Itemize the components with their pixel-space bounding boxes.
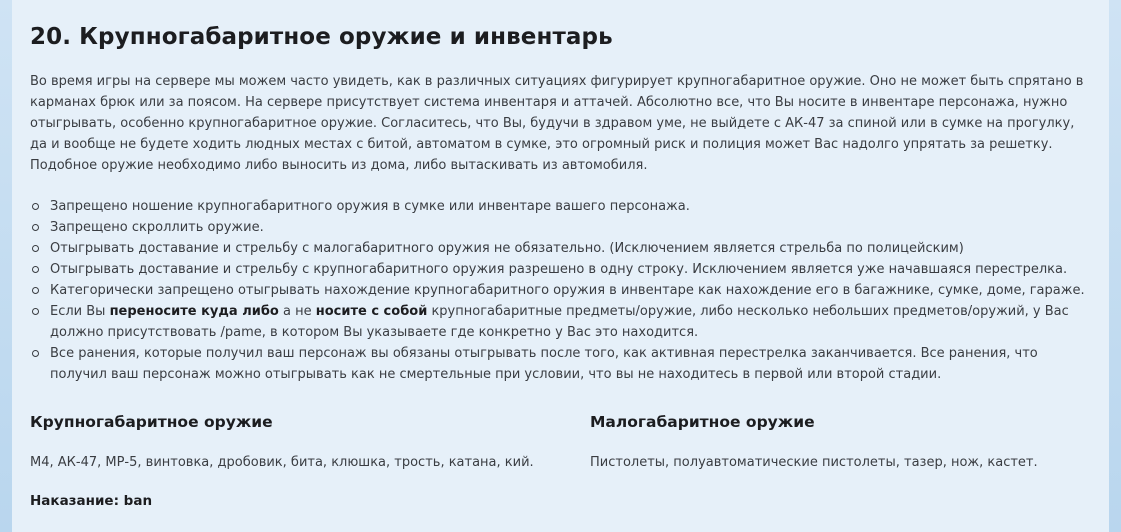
- large-weapons-heading: Крупногабаритное оружие: [30, 413, 273, 431]
- punishment-label: Наказание: ban: [30, 493, 153, 509]
- rule-text: Отыгрывать доставание и стрельбу с малогабаритного оружия не обязательно. (Исключением является стрельба по полицейским): [50, 241, 964, 256]
- bullet-icon: [32, 308, 39, 315]
- section-title: 20. Крупногабаритное оружие и инвентарь: [30, 24, 613, 50]
- bullet-icon: [32, 350, 39, 357]
- bullet-icon: [32, 245, 39, 252]
- list-item: [30, 301, 1090, 343]
- rule-text-part: Если Вы: [50, 304, 110, 319]
- rule-emphasis: переносите куда либо: [109, 304, 279, 319]
- rule-text: Запрещено ношение крупногабаритного оружия в сумке или инвентаре вашего персонажа.: [50, 199, 690, 214]
- rule-text: Отыгрывать доставание и стрельбу с крупногабаритного оружия разрешено в одну строку. Исключением является уже начавшаяся перестрелка.: [50, 262, 1068, 277]
- bullet-icon: [32, 287, 39, 294]
- bullet-icon: [32, 203, 39, 210]
- rule-section-panel: [12, 0, 1109, 532]
- rule-emphasis: носите с собой: [315, 304, 428, 319]
- list-item: [30, 280, 1090, 301]
- rules-list: [30, 196, 1090, 385]
- bullet-icon: [32, 266, 39, 273]
- list-item: [30, 238, 1090, 259]
- rule-text-part: крупногабаритные предметы/оружие, либо несколько небольших предметов/оружий, у Вас должно присутствовать /pame, в котором Вы указываете где конкретно у Вас это находится.: [50, 304, 1069, 340]
- list-item: [30, 259, 1090, 280]
- list-item: [30, 343, 1090, 385]
- rule-text: Категорически запрещено отыгрывать нахождение крупногабаритного оружия в инвентаре как нахождение его в багажнике, сумке, доме, гараже.: [50, 283, 1085, 298]
- rule-text-part: а не: [278, 304, 316, 319]
- rule-text: Запрещено скроллить оружие.: [50, 220, 264, 235]
- list-item: [30, 217, 1090, 238]
- rule-text: Все ранения, которые получил ваш персонаж вы обязаны отыгрывать после того, как активная перестрелка заканчивается. Все ранения, что получил ваш персонаж можно отыгрывать как не смертельные при условии, что вы не находитесь в первой или второй стадии.: [50, 346, 1038, 382]
- section-intro-paragraph: Во время игры на сервере мы можем часто увидеть, как в различных ситуациях фигурирует крупногабаритное оружие. Оно не может быть спрятано в карманах брюк или за поясом. На сервере присутствует система инвентаря и аттачей. Абсолютно все, что Вы носите в инвентаре персонажа, нужно отыгрывать, особенно крупногабаритное оружие. Согласитесь, что Вы, будучи в здравом уме, не выйдете с АК-47 за спиной или в сумке на прогулку, да и вообще не будете ходить людных местах с битой, автоматом в сумке, это огромный риск и полиция может Вас надолго упрятать за решетку. Подобное оружие необходимо либо выносить из дома, либо вытаскивать из автомобиля.: [30, 74, 1084, 173]
- large-weapons-list: М4, АК-47, МР-5, винтовка, дробовик, бита, клюшка, трость, катана, кий.: [30, 455, 534, 470]
- bullet-icon: [32, 224, 39, 231]
- small-weapons-heading: Малогабаритное оружие: [590, 413, 815, 431]
- small-weapons-list: Пистолеты, полуавтоматические пистолеты, тазер, нож, кастет.: [590, 455, 1038, 470]
- list-item: [30, 196, 1090, 217]
